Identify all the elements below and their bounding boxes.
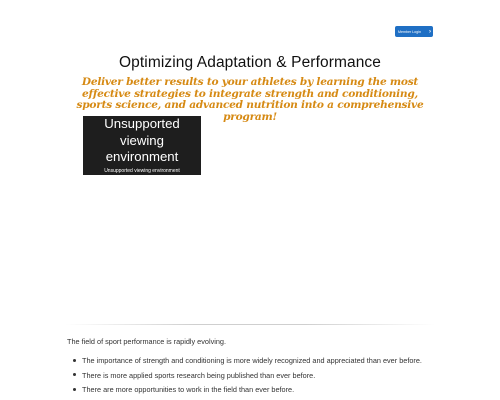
video-unsupported-caption: Unsupported viewing environment — [104, 168, 180, 174]
member-login-label: Member Login — [398, 29, 421, 34]
bullet-icon — [73, 373, 76, 376]
member-login-button[interactable] — [395, 26, 433, 37]
list-item-text: There is more applied sports research being published than ever before. — [82, 370, 316, 380]
list-item-text: The importance of strength and conditioning is more widely recognized and appreciated than ever before. — [82, 356, 422, 365]
video-unsupported-message: Unsupported viewing environment — [104, 116, 180, 164]
list-item — [67, 371, 422, 386]
page-subtitle: Deliver better results to your athletes by learning the most effective strategies to integrate strength and conditioning, sports science, and advanced nutrition into a comprehensive program! — [76, 76, 424, 123]
bullet-icon — [73, 388, 76, 391]
list-item-text: There are more opportunities to work in the field than ever before. — [82, 385, 295, 394]
benefits-list — [67, 356, 422, 400]
bullet-icon — [73, 359, 76, 362]
video-player[interactable] — [83, 116, 201, 175]
page-title: Optimizing Adaptation & Performance — [119, 54, 381, 71]
chevron-right-icon: › — [429, 28, 431, 35]
list-item — [67, 356, 422, 371]
list-item — [67, 385, 422, 400]
intro-text: The field of sport performance is rapidly evolving. — [67, 337, 226, 346]
section-divider — [65, 324, 435, 325]
